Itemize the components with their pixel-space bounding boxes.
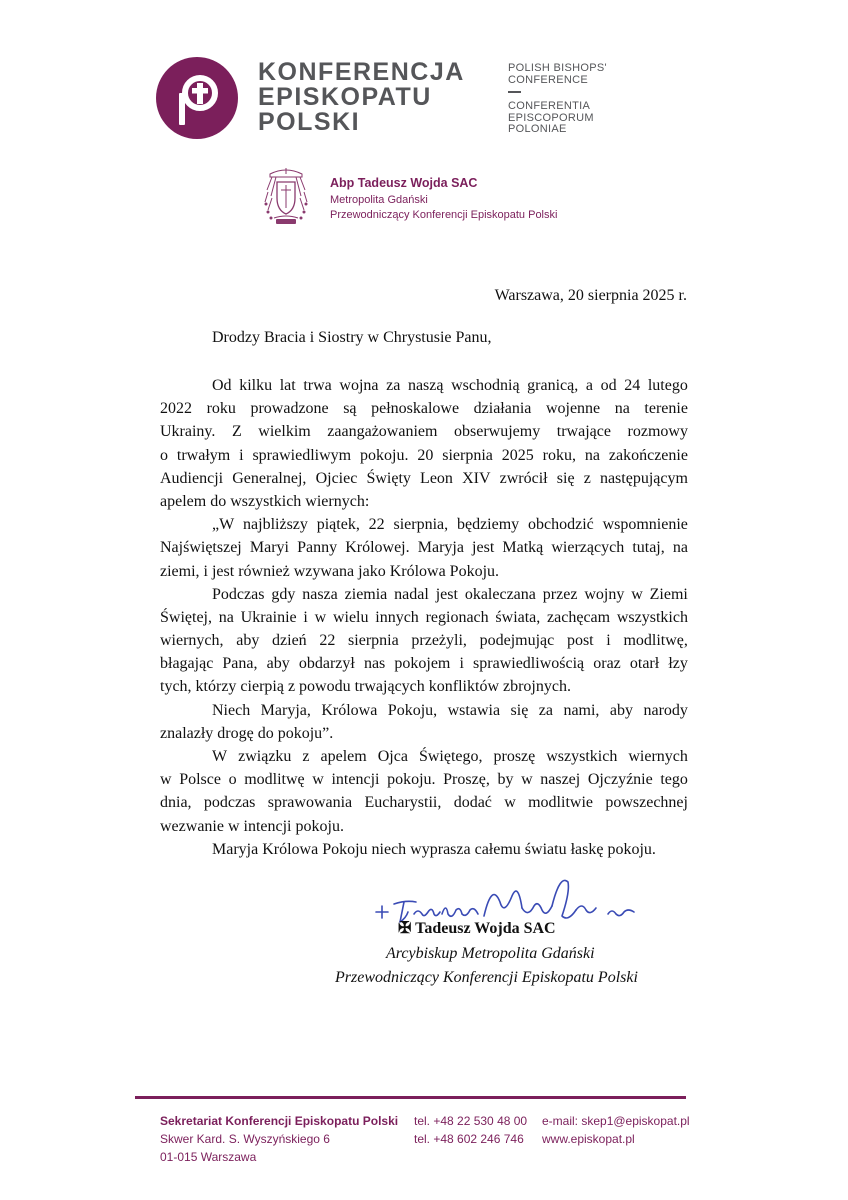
word: wojny — [584, 585, 625, 603]
word: aby — [236, 632, 260, 650]
text-line — [160, 583, 688, 606]
letter-date: Warszawa, 20 sierpnia 2025 r. — [494, 287, 687, 304]
word: o — [160, 446, 168, 464]
word: w — [312, 771, 324, 789]
word: prowadzone — [250, 400, 329, 418]
text-line — [160, 513, 688, 536]
word: Audiencji — [160, 469, 224, 487]
text-line — [160, 629, 688, 652]
word: jest — [472, 539, 495, 557]
word: na — [672, 539, 688, 557]
word: obserwujemy — [454, 423, 541, 441]
org-name-english — [508, 63, 607, 86]
word: działania — [473, 400, 532, 418]
text-line — [160, 420, 688, 443]
word: obchodzić — [528, 516, 594, 534]
word: kilku — [239, 377, 273, 394]
word: pokojem — [394, 655, 451, 673]
word: lutego — [647, 377, 688, 394]
word: terenie — [644, 400, 688, 418]
text-line — [160, 652, 688, 675]
word: rozmowy — [627, 423, 688, 441]
word: aby — [609, 701, 634, 719]
word: 22 — [368, 516, 385, 534]
letter-greeting: Drodzy Bracia i Siostry w Chrystusie Panu, — [212, 329, 492, 346]
text-line — [160, 397, 688, 420]
text-line: ziemi, i jest również wzywana jako Królowa Pokoju. — [160, 562, 500, 580]
text-line: Maryja Królowa Pokoju niech wyprasza całemu światu łaskę pokoju. — [212, 840, 656, 858]
word: za — [386, 377, 401, 394]
word: aby — [266, 655, 290, 673]
word: wiernych — [628, 748, 688, 765]
word: nadal — [394, 585, 429, 603]
word: roku, — [542, 446, 576, 464]
word: Królowej. — [345, 539, 410, 557]
word: i — [303, 608, 308, 626]
text-line — [160, 444, 688, 467]
signatory-name: ✠ Tadeusz Wojda SAC — [398, 920, 556, 937]
word: by — [497, 771, 514, 789]
word: powszechnej — [605, 794, 688, 812]
text-line: znalazły drogę do pokoju”. — [160, 724, 334, 742]
word: Od — [212, 377, 232, 394]
word: z — [583, 469, 591, 487]
word: 2025 — [501, 446, 534, 464]
word: W — [212, 748, 228, 765]
word: Niech — [212, 701, 251, 719]
word: Polsce — [179, 771, 221, 789]
text-line — [160, 467, 688, 490]
word: dodać — [453, 794, 492, 812]
word: lat — [279, 377, 296, 394]
word: się — [556, 469, 575, 487]
word: Podczas — [212, 585, 265, 603]
word: przeżyli, — [411, 632, 467, 650]
word: Maryi — [249, 539, 289, 557]
word: na — [218, 608, 234, 626]
word: następującym — [599, 469, 688, 487]
word: pokoju. — [360, 446, 409, 464]
word: pełnoskalowe — [371, 400, 460, 418]
word: „W — [212, 516, 235, 534]
word: sprawiedliwym — [252, 446, 352, 464]
word: otarł — [629, 655, 660, 673]
word: Pana, — [222, 655, 258, 673]
word: naszej — [540, 771, 581, 789]
episcopal-coat-of-arms-icon — [262, 168, 310, 228]
text-line — [160, 606, 688, 629]
footer-organization: Sekretariat Konferencji Episkopatu Polski — [160, 1114, 399, 1128]
word: w — [160, 771, 172, 789]
word: naszą — [407, 377, 444, 394]
author-role-metropolitan: Metropolita Gdański — [330, 194, 428, 206]
word: sierpnia — [348, 632, 399, 650]
word: Ojca — [377, 748, 408, 765]
word: wojenne — [545, 400, 601, 418]
text-line — [160, 374, 688, 397]
footer-address-city: 01-015 Warszawa — [160, 1150, 257, 1164]
word: nasza — [302, 585, 338, 603]
word: w — [631, 585, 643, 603]
word: nas — [363, 655, 386, 673]
word: regionach — [425, 608, 489, 626]
word: okaleczana — [464, 585, 536, 603]
word: związku — [238, 748, 292, 765]
word: i — [459, 655, 464, 673]
org-sub-line: CONFERENCE — [508, 73, 589, 86]
word: łzy — [668, 655, 688, 673]
word: są — [343, 400, 357, 418]
text-line: apelem do wszystkich wiernych: — [160, 492, 370, 510]
word: dzień — [272, 632, 307, 650]
word: trwa — [303, 377, 332, 394]
word: oraz — [593, 655, 621, 673]
word: Generalnej, — [232, 469, 307, 487]
word: i — [606, 632, 611, 650]
word: Ukrainy. — [160, 423, 216, 441]
word: będziemy — [456, 516, 520, 534]
word: podczas — [203, 794, 256, 812]
word: Pokoju, — [387, 701, 438, 719]
word: wojna — [339, 377, 379, 394]
org-name-line: POLSKI — [258, 108, 361, 136]
word: post — [566, 632, 594, 650]
org-sub-divider — [508, 91, 521, 93]
word: roku — [206, 400, 236, 418]
word: tutaj, — [632, 539, 665, 557]
word: modlitwie — [528, 794, 593, 812]
word: 22 — [319, 632, 336, 650]
word: trwające — [556, 423, 611, 441]
word: wstawia — [447, 701, 501, 719]
word: ziemia — [344, 585, 388, 603]
word: Królowa — [321, 701, 378, 719]
word: podejmując — [479, 632, 555, 650]
word: jest — [435, 585, 458, 603]
org-sub-line: POLISH BISHOPS' — [508, 62, 607, 74]
word: trwałym — [176, 446, 231, 464]
word: Z — [231, 423, 242, 441]
word: o — [228, 771, 237, 789]
text-line: wezwanie w intencji pokoju. — [160, 817, 344, 835]
word: na — [614, 400, 630, 418]
org-name-latin — [508, 101, 594, 136]
word: sierpnia, — [393, 516, 449, 534]
word: Ojciec — [315, 469, 358, 487]
word: wiernych, — [160, 632, 224, 650]
signatory-title-archbishop: Arcybiskup Metropolita Gdański — [386, 945, 595, 962]
footer-address-street: Skwer Kard. S. Wyszyńskiego 6 — [160, 1132, 330, 1146]
word: Leon — [420, 469, 453, 487]
word: się — [510, 701, 529, 719]
word: Maryja — [417, 539, 464, 557]
word: modlitwę — [244, 771, 305, 789]
word: zaangażowaniem — [327, 423, 438, 441]
word: błagając — [160, 655, 214, 673]
word: Ojczyźnie — [587, 771, 653, 789]
word: zwrócił — [499, 469, 548, 487]
footer-phone-mobile: tel. +48 602 246 746 — [414, 1132, 524, 1146]
word: wierzących — [551, 539, 625, 557]
word: Świętej, — [160, 608, 212, 626]
word: za — [538, 701, 553, 719]
word: wszystkich — [616, 608, 688, 626]
org-sub-line: EPISCOPORUM — [508, 111, 594, 124]
author-role-chairman: Przewodniczący Konferencji Episkopatu Polski — [330, 209, 558, 221]
word: wspomnienie — [602, 516, 688, 534]
footer-divider — [135, 1096, 686, 1099]
word: 24 — [624, 377, 641, 394]
word: zachęcam — [547, 608, 611, 626]
word: Świętego, — [418, 748, 483, 765]
text-line — [160, 536, 688, 559]
word: 20 — [417, 446, 434, 464]
org-sub-line: POLONIAE — [508, 123, 567, 135]
word: od — [600, 377, 617, 394]
footer-phone-office: tel. +48 22 530 48 00 — [414, 1114, 528, 1128]
word: Proszę, — [443, 771, 490, 789]
word: w — [314, 608, 327, 626]
word: z — [302, 748, 310, 765]
letter-body — [160, 374, 688, 861]
word: sierpnia — [442, 446, 493, 464]
word: XIV — [462, 469, 491, 487]
word: Święty — [366, 469, 411, 487]
text-line: tych, którzy cierpią z powodu trwających konfliktów zbrojnych. — [160, 678, 571, 696]
word: wielkim — [258, 423, 311, 441]
word: najbliższy — [243, 516, 308, 534]
word: wszystkich — [546, 748, 618, 765]
word: 2022 — [160, 400, 192, 418]
footer-website: www.episkopat.pl — [542, 1132, 635, 1146]
word: zakończenie — [608, 446, 688, 464]
word: Najświętszej — [160, 539, 242, 557]
text-line — [160, 699, 688, 722]
word: i — [239, 446, 244, 464]
word: sprawowania — [267, 794, 353, 812]
word: a — [585, 377, 593, 394]
word: narody — [643, 701, 688, 719]
word: granicą, — [527, 377, 579, 394]
word: pokoju. — [387, 771, 436, 789]
word: piątek, — [316, 516, 360, 534]
word: proszę — [493, 748, 536, 765]
word: na — [584, 446, 600, 464]
word: sprawiedliwością — [473, 655, 585, 673]
word: Ziemi — [649, 585, 688, 603]
word: modlitwę, — [623, 632, 688, 650]
text-line — [160, 768, 688, 791]
org-name-line: EPISKOPATU — [258, 83, 432, 111]
word: Panny — [297, 539, 338, 557]
word: Eucharystii, — [364, 794, 442, 812]
word: w — [504, 794, 516, 812]
word: świata, — [495, 608, 541, 626]
word: gdy — [271, 585, 296, 603]
footer-email: e-mail: skep1@episkopat.pl — [542, 1114, 690, 1128]
text-line — [160, 745, 688, 768]
org-name-line: KONFERENCJA — [258, 58, 465, 86]
word: Matką — [502, 539, 544, 557]
text-line — [160, 791, 688, 814]
word: przez — [542, 585, 578, 603]
word: w — [521, 771, 533, 789]
word: apelem — [320, 748, 367, 765]
word: intencji — [331, 771, 380, 789]
author-name: Abp Tadeusz Wojda SAC — [330, 176, 478, 190]
word: Ukrainie — [240, 608, 297, 626]
signatory-title-chairman: Przewodniczący Konferencji Episkopatu Polski — [335, 969, 638, 986]
org-sub-line: CONFERENTIA — [508, 100, 591, 112]
word: nami, — [563, 701, 600, 719]
word: innych — [375, 608, 419, 626]
word: wielu — [332, 608, 369, 626]
word: tego — [660, 771, 688, 789]
organization-name — [258, 60, 465, 135]
word: Maryja, — [260, 701, 311, 719]
word: dnia, — [160, 794, 192, 812]
word: wschodnią — [451, 377, 520, 394]
cross-circle-logo-icon — [156, 57, 238, 139]
word: obdarzył — [298, 655, 355, 673]
